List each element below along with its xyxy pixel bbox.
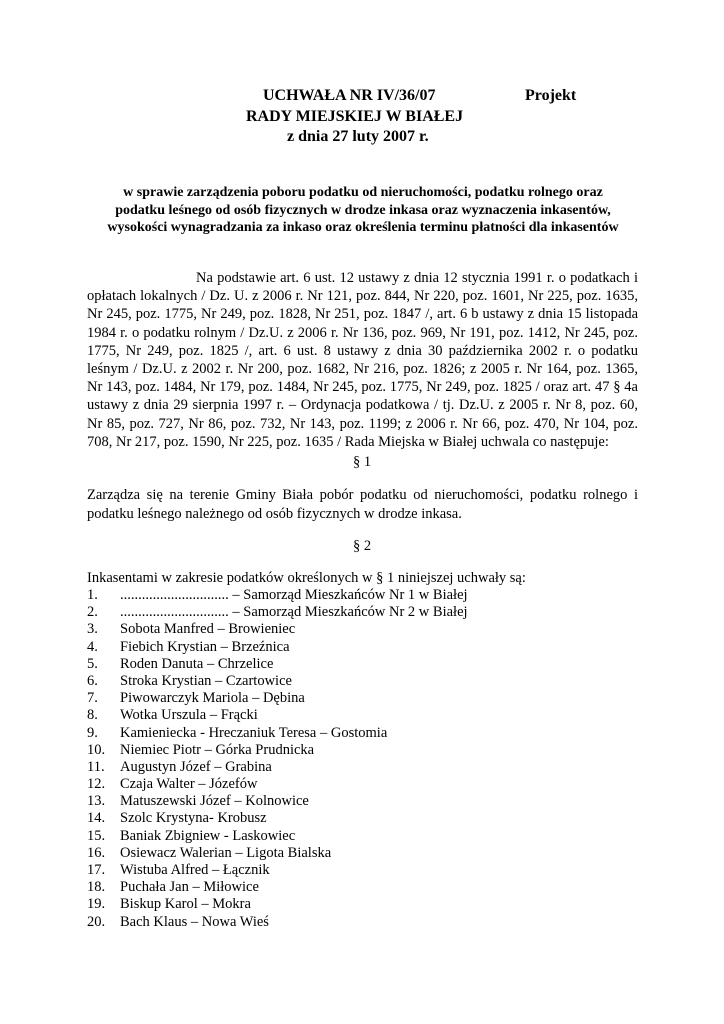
list-item-number: 3. (87, 621, 98, 638)
section-2-intro: Inkasentami w zakresie podatków określonych w § 1 niniejszej uchwały są: (87, 570, 526, 586)
list-item-number: 11. (87, 758, 105, 775)
list-item-text: Czaja Walter – Józefów (120, 776, 258, 793)
list-item-number: 17. (87, 862, 106, 878)
list-item-text: Augustyn Józef – Grabina (120, 758, 272, 775)
list-item-number: 4. (87, 638, 98, 655)
legal-basis-paragraph (87, 269, 638, 451)
list-item (87, 776, 468, 793)
list-item-text: Piwowarczyk Mariola – Dębina (120, 690, 305, 707)
section-1-text (87, 486, 638, 524)
section-2-mark: § 2 (352, 538, 372, 554)
list-item-number: 14. (87, 810, 106, 827)
resolution-subject (80, 184, 646, 237)
list-item (87, 862, 468, 879)
legal-basis-line: Nr 245, poz. 1775, Nr 249, poz. 1828, Nr 251, poz. 1847 /, art. 6 b ustawy z dnia 15 listopada (87, 306, 638, 323)
list-item (87, 673, 468, 690)
list-item (87, 587, 468, 604)
legal-basis-line: 1984 r. o podatku rolnym / Dz.U. z 2006 r. Nr 136, poz. 969, Nr 191, poz. 1412, Nr 245, poz. (87, 324, 638, 341)
resolution-date: z dnia 27 luty 2007 r. (287, 128, 429, 145)
legal-basis-line: Nr 143, poz. 1484, Nr 179, poz. 1484, Nr 245, poz. 1775, Nr 249, poz. 1825 / oraz art. 47 § 4a (87, 379, 638, 396)
list-item-text: Stroka Krystian – Czartowice (120, 672, 292, 689)
list-item (87, 879, 468, 896)
list-item-number: 9. (87, 724, 98, 741)
list-item-text: Niemiec Piotr – Górka Prudnicka (120, 741, 315, 758)
list-item (87, 621, 468, 638)
list-item-number: 18. (87, 879, 106, 896)
list-item-number: 2. (87, 604, 98, 621)
list-item (87, 725, 468, 742)
list-item (87, 810, 468, 827)
list-item-number: 20. (87, 913, 106, 930)
list-item-number: 6. (87, 672, 98, 689)
list-item-number: 13. (87, 793, 106, 810)
list-item-text: .............................. – Samorząd Mieszkańców Nr 1 w Białej (120, 587, 468, 603)
list-item-number: 12. (87, 776, 106, 793)
legal-basis-line: ustawy z dnia 29 sierpnia 1997 r. – Ordynacja podatkowa / tj. Dz.U. z 2005 r. Nr 8, poz. 60, (87, 397, 638, 414)
list-item (87, 656, 468, 673)
list-item-number: 1. (87, 587, 98, 603)
list-item (87, 690, 468, 707)
list-item (87, 707, 468, 724)
list-item-text: Wotka Urszula – Frącki (120, 707, 258, 724)
list-item (87, 742, 468, 759)
list-item-number: 16. (87, 844, 106, 861)
list-item-text: Biskup Karol – Mokra (120, 896, 251, 913)
list-item-text: Osiewacz Walerian – Ligota Bialska (120, 844, 332, 861)
list-item (87, 896, 468, 913)
list-item (87, 793, 468, 810)
collector-list (87, 587, 468, 931)
list-item (87, 639, 468, 656)
list-item-text: Szolc Krystyna- Krobusz (120, 810, 267, 827)
section-1-mark: § 1 (352, 454, 372, 470)
list-item-number: 5. (87, 655, 98, 672)
legal-basis-line: Na podstawie art. 6 ust. 12 ustawy z dnia 12 stycznia 1991 r. o podatkach i (196, 270, 638, 286)
list-item-text: Bach Klaus – Nowa Wieś (120, 913, 269, 930)
list-item-number: 15. (87, 827, 106, 844)
list-item-number: 8. (87, 707, 98, 724)
list-item (87, 759, 468, 776)
list-item-text: Sobota Manfred – Browieniec (120, 621, 296, 638)
list-item-text: .............................. – Samorząd Mieszkańców Nr 2 w Białej (120, 604, 468, 621)
section-1-line: Zarządza się na terenie Gminy Biała pobór podatku od nieruchomości, podatku rolnego i (87, 487, 638, 503)
legal-basis-line: 708, Nr 217, poz. 1590, Nr 225, poz. 1635 / Rada Miejska w Białej uchwala co następuje: (87, 433, 609, 450)
list-item-number: 7. (87, 690, 98, 707)
legal-basis-line: 1775, Nr 249, poz. 1825 /, art. 6 ust. 8 ustawy z dnia 30 października 2002 r. o podatku (87, 342, 638, 359)
legal-basis-line: Nr 85, poz. 727, Nr 86, poz. 732, Nr 143, poz. 1199; z 2006 r. Nr 66, poz. 470, Nr 104, poz. (87, 415, 638, 432)
list-item-text: Wistuba Alfred – Łącznik (120, 862, 270, 878)
list-item-number: 10. (87, 741, 106, 758)
list-item-text: Kamieniecka - Hreczaniuk Teresa – Gostomia (120, 724, 388, 741)
draft-status-label: Projekt (525, 87, 577, 104)
legal-basis-line: opłatach lokalnych / Dz. U. z 2006 r. Nr 121, poz. 844, Nr 220, poz. 1601, Nr 225, poz. 1635, (87, 288, 638, 305)
list-item-text: Puchała Jan – Miłowice (120, 879, 259, 896)
list-item-number: 19. (87, 896, 106, 913)
list-item (87, 845, 468, 862)
list-item-text: Fiebich Krystian – Brzeźnica (120, 638, 290, 655)
list-item (87, 604, 468, 621)
list-item (87, 914, 468, 931)
resolution-title: UCHWAŁA NR IV/36/07 (263, 87, 436, 104)
subject-line: wysokości wynagradzania za inkaso oraz określenia terminu płatności dla inkasentów (107, 220, 619, 235)
subject-line: w sprawie zarządzenia poboru podatku od nieruchomości, podatku rolnego oraz (123, 185, 603, 200)
list-item-text: Matuszewski Józef – Kolnowice (120, 793, 309, 810)
council-name: RADY MIEJSKIEJ W BIAŁEJ (246, 108, 464, 125)
list-item-text: Roden Danuta – Chrzelice (120, 655, 274, 672)
legal-basis-line: leśnym / Dz.U. z 2002 r. Nr 200, poz. 1682, Nr 216, poz. 1826; z 2005 r. Nr 164, poz. 1365, (87, 361, 638, 378)
list-item (87, 828, 468, 845)
subject-line: podatku leśnego od osób fizycznych w drodze inkasa oraz wyznaczenia inkasentów, (115, 202, 611, 218)
list-item-text: Baniak Zbigniew - Laskowiec (120, 827, 296, 844)
section-1-line: podatku leśnego należnego od osób fizycznych w drodze inkasa. (87, 506, 462, 522)
